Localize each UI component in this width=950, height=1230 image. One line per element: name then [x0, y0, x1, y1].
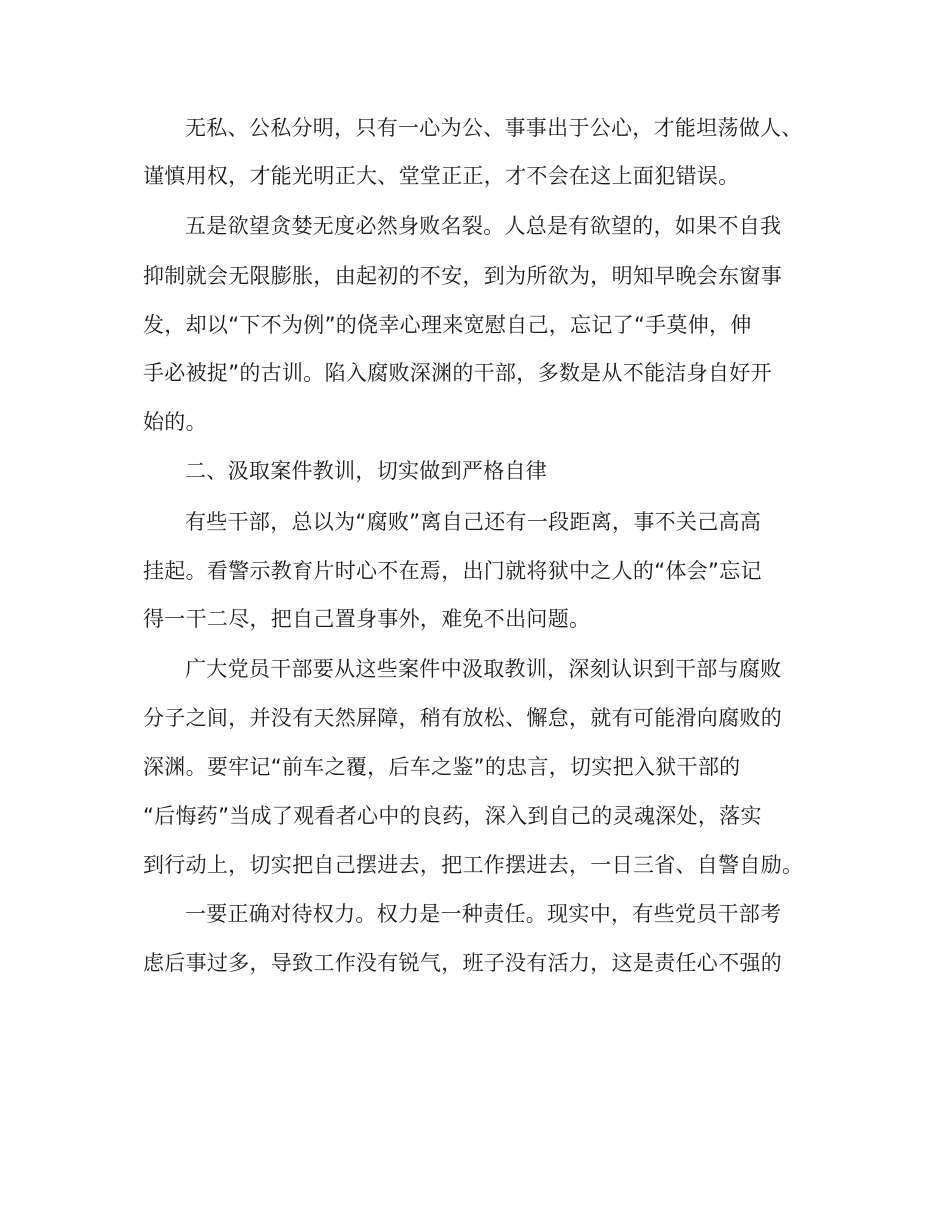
text-line-2: 谨慎用权，才能光明正大、堂堂正正，才不会在这上面犯错误。: [143, 164, 740, 188]
text-line-4: 抑制就会无限膨胀，由起初的不安，到为所欲为，明知早晚会东窗事: [143, 264, 782, 288]
text-line-3: 五是欲望贪婪无度必然身败名裂。人总是有欲望的，如果不自我: [185, 214, 782, 238]
text-line-5: 发，却以“下不为例”的侥幸心理来宽慰自己，忘记了“手莫伸，伸: [143, 313, 752, 337]
text-line-18: 虑后事过多，导致工作没有锐气，班子没有活力，这是责任心不强的: [143, 951, 782, 975]
section-heading: 二、汲取案件教训，切实做到严格自律: [185, 459, 548, 483]
text-line-11: 得一干二尽，把自己置身事外，难免不出问题。: [143, 607, 591, 631]
text-line-1: 无私、公私分明，只有一心为公、事事出于公心，才能坦荡做人、: [185, 116, 803, 140]
text-line-6: 手必被捉”的古训。陷入腐败深渊的干部，多数是从不能洁身自好开: [143, 361, 772, 385]
text-line-9: 有些干部，总以为“腐败”离自己还有一段距离，事不关己高高: [185, 510, 762, 534]
text-line-15: “后悔药”当成了观看者心中的良药，深入到自己的灵魂深处，落实: [143, 804, 762, 828]
text-line-12: 广大党员干部要从这些案件中汲取教训，深刻认识到干部与腐败: [185, 657, 782, 681]
text-line-7: 始的。: [143, 410, 207, 434]
text-line-10: 挂起。看警示教育片时心不在焉，出门就将狱中之人的“体会”忘记: [143, 559, 762, 583]
text-line-14: 深渊。要牢记“前车之覆，后车之鉴”的忠言，切实把入狱干部的: [143, 755, 741, 779]
text-line-17: 一要正确对待权力。权力是一种责任。现实中，有些党员干部考: [185, 902, 782, 926]
text-line-13: 分子之间，并没有天然屏障，稍有放松、懈怠，就有可能滑向腐败的: [143, 706, 782, 730]
text-line-16: 到行动上，切实把自己摆进去，把工作摆进去，一日三省、自警自励。: [143, 853, 804, 877]
